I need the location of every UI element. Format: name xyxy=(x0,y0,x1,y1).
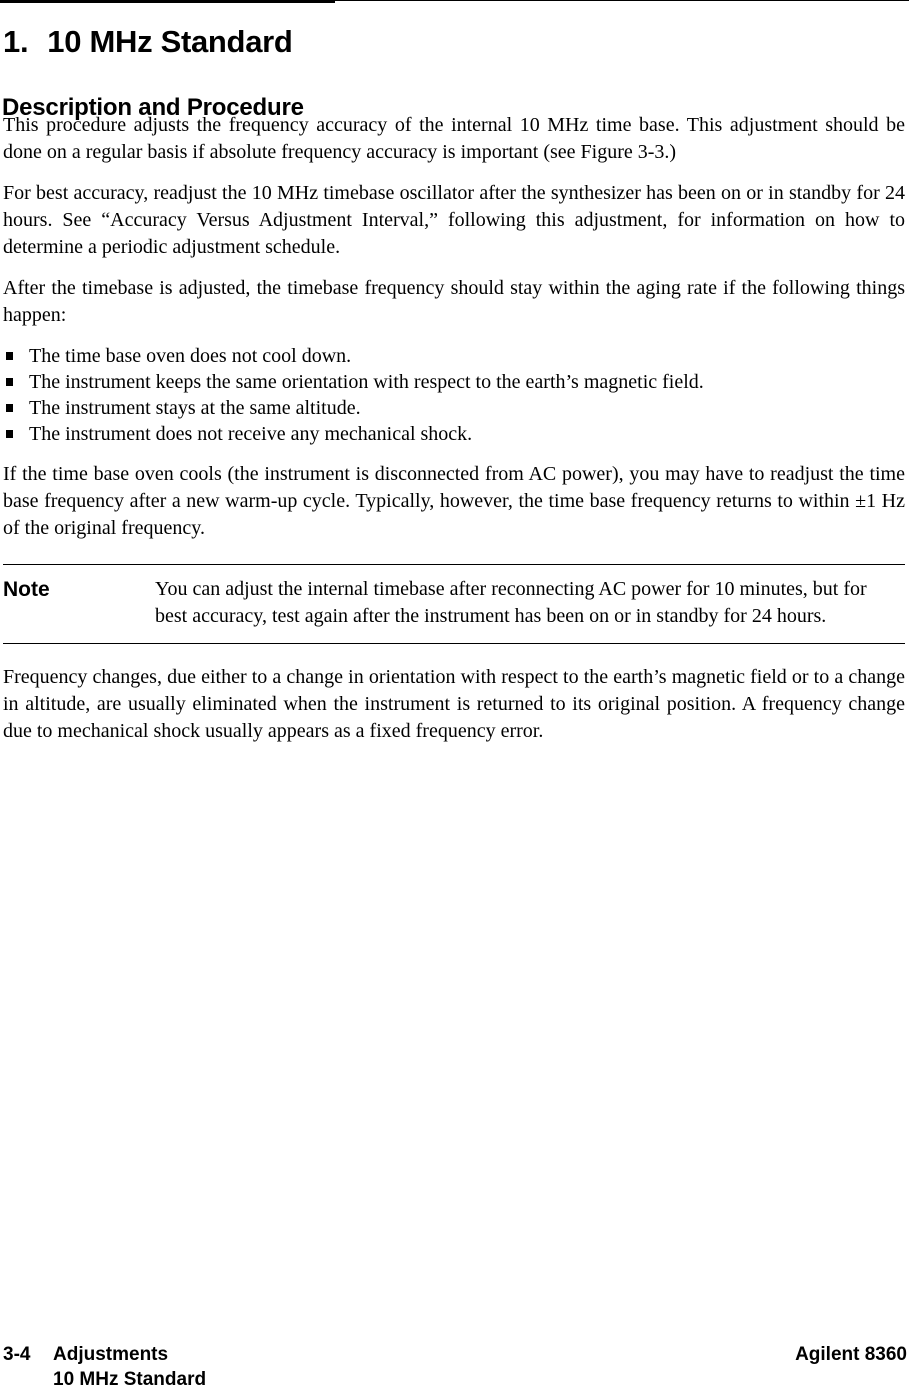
chapter-heading xyxy=(3,23,293,59)
body-content xyxy=(3,112,905,759)
bullet-square-icon xyxy=(6,404,13,412)
paragraph-oven-cools: If the time base oven cools (the instrument is disconnected from AC power), you may have to readjust the time base frequency after a new warm-up cycle. Typically, however, the time base frequency returns to within ±1 Hz of the original frequency. xyxy=(3,463,905,539)
footer-section-name: 10 MHz Standard xyxy=(53,1369,207,1386)
paragraph-best-accuracy: For best accuracy, readjust the 10 MHz timebase oscillator after the synthesizer has been on or in standby for 24 hours. See “Accuracy Versus Adjustment Interval,” following this adjustment, for information on how to determine a periodic adjustment schedule. xyxy=(3,182,905,258)
paragraph-aging-rate: After the timebase is adjusted, the timebase frequency should stay within the aging rate if the following things happen: xyxy=(3,277,905,326)
bullet-text: The instrument stays at the same altitude. xyxy=(29,397,361,419)
top-rule-thick-segment xyxy=(0,0,335,3)
note-label: Note xyxy=(3,578,50,601)
top-rule-thin-segment xyxy=(335,0,909,1)
list-item xyxy=(3,369,905,395)
list-item xyxy=(3,343,905,369)
page-footer xyxy=(3,1342,907,1386)
footer-row-1 xyxy=(3,1342,907,1367)
note-block xyxy=(3,564,905,644)
section-heading: Description and Procedure xyxy=(2,93,304,121)
footer-page-number: 3-4 xyxy=(3,1344,31,1365)
bullet-square-icon xyxy=(6,378,13,386)
bullet-square-icon xyxy=(6,352,13,360)
list-item xyxy=(3,421,905,447)
paragraph-description: This procedure adjusts the frequency accuracy of the internal 10 MHz time base. This adjustment should be done on a regular basis if absolute frequency accuracy is important (see Figure 3-3.) xyxy=(3,114,905,163)
condition-bullet-list xyxy=(3,343,905,447)
note-text: You can adjust the internal timebase after reconnecting AC power for 10 minutes, but for best accuracy, test again after the instrument has been on or in standby for 24 hours. xyxy=(155,578,867,627)
bullet-text: The instrument keeps the same orientation with respect to the earth’s magnetic field. xyxy=(29,371,704,393)
chapter-number: 1. xyxy=(3,23,29,59)
paragraph-frequency-changes: Frequency changes, due either to a change in orientation with respect to the earth’s magnetic field or to a change in altitude, are usually eliminated when the instrument is returned to its original position. A frequency change due to mechanical shock usually appears as a fixed frequency error. xyxy=(3,666,905,742)
bullet-text: The time base oven does not cool down. xyxy=(29,345,352,367)
bullet-square-icon xyxy=(6,430,13,438)
footer-chapter-name: Adjustments xyxy=(53,1344,169,1365)
footer-product-name: Agilent 8360 xyxy=(795,1344,907,1365)
bullet-text: The instrument does not receive any mechanical shock. xyxy=(29,423,473,445)
chapter-title: 10 MHz Standard xyxy=(47,23,293,59)
list-item xyxy=(3,395,905,421)
